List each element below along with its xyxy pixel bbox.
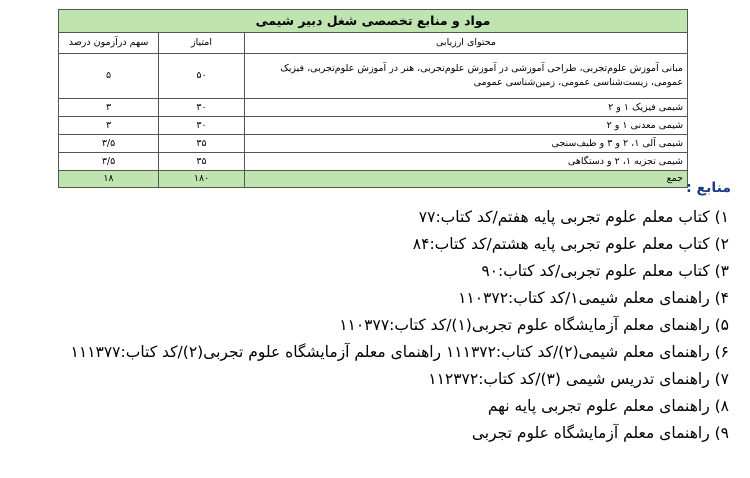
row-share: ۳/۵ — [59, 135, 159, 153]
table-total-row — [59, 171, 688, 188]
total-label: جمع — [245, 171, 688, 188]
row-share: ۳ — [59, 99, 159, 117]
source-item: ۶) راهنمای معلم شیمی(۲)/کد کتاب:۱۱۱۳۷۲ راهنمای معلم آزمایشگاه علوم تجربی(۲)/کد کتاب:۱۱۱۳۷۷ — [70, 343, 729, 361]
row-content: شیمی آلی ۱، ۲ و ۳ و طیف‌سنجی — [245, 135, 688, 153]
row-share: ۳ — [59, 117, 159, 135]
table-title-row — [59, 10, 688, 33]
row-points: ۳۵ — [159, 135, 245, 153]
source-item: ۳) کتاب معلم علوم تجربی/کد کتاب:۹۰ — [481, 262, 729, 280]
row-points: ۳۰ — [159, 99, 245, 117]
row-content: شیمی معدنی ۱ و ۲ — [245, 117, 688, 135]
row-points: ۵۰ — [159, 54, 245, 99]
row-share: ۵ — [59, 54, 159, 99]
header-points: امتیاز — [159, 33, 245, 54]
source-item: ۸) راهنمای معلم علوم تجربی پایه نهم — [487, 397, 729, 415]
table-row — [59, 54, 688, 99]
source-item: ۹) راهنمای معلم آزمایشگاه علوم تجربی — [471, 424, 729, 442]
subjects-table — [58, 9, 688, 188]
row-content: شیمی تجزیه ۱، ۲ و دستگاهی — [245, 153, 688, 171]
table-row — [59, 153, 688, 171]
header-share: سهم درآزمون درصد — [59, 33, 159, 54]
total-points: ۱۸۰ — [159, 171, 245, 188]
header-content: محتوای ارزیابی — [245, 33, 688, 54]
sources-list — [5, 204, 729, 447]
source-item: ۱) کتاب معلم علوم تجربی پایه هفتم/کد کتاب:۷۷ — [418, 208, 729, 226]
row-content: مبانی آموزش علوم‌تجربی، طراحی آموزشی در آموزش علوم‌تجربی، هنر در آموزش علوم‌تجربی، فیزیک عمومی، زیست‌شناسی عمومی، زمین‌شناسی عمومی — [245, 54, 688, 99]
table-header-row — [59, 33, 688, 54]
table-row — [59, 135, 688, 153]
table-title: مواد و منابع تخصصی شغل دبیر شیمی — [59, 10, 688, 33]
row-content: شیمی فیزیک ۱ و ۲ — [245, 99, 688, 117]
source-item: ۲) کتاب معلم علوم تجربی پایه هشتم/کد کتاب:۸۴ — [412, 235, 729, 253]
source-item: ۷) راهنمای تدریس شیمی (۳)/کد کتاب:۱۱۲۳۷۲ — [428, 370, 729, 388]
table-row — [59, 99, 688, 117]
row-share: ۳/۵ — [59, 153, 159, 171]
total-share: ۱۸ — [59, 171, 159, 188]
row-points: ۳۰ — [159, 117, 245, 135]
row-points: ۳۵ — [159, 153, 245, 171]
sources-heading: منابع : — [686, 180, 731, 196]
source-item: ۴) راهنمای معلم شیمی۱/کد کتاب:۱۱۰۳۷۲ — [458, 289, 729, 307]
source-item: ۵) راهنمای معلم آزمایشگاه علوم تجربی(۱)/کد کتاب:۱۱۰۳۷۷ — [339, 316, 729, 334]
table-row — [59, 117, 688, 135]
